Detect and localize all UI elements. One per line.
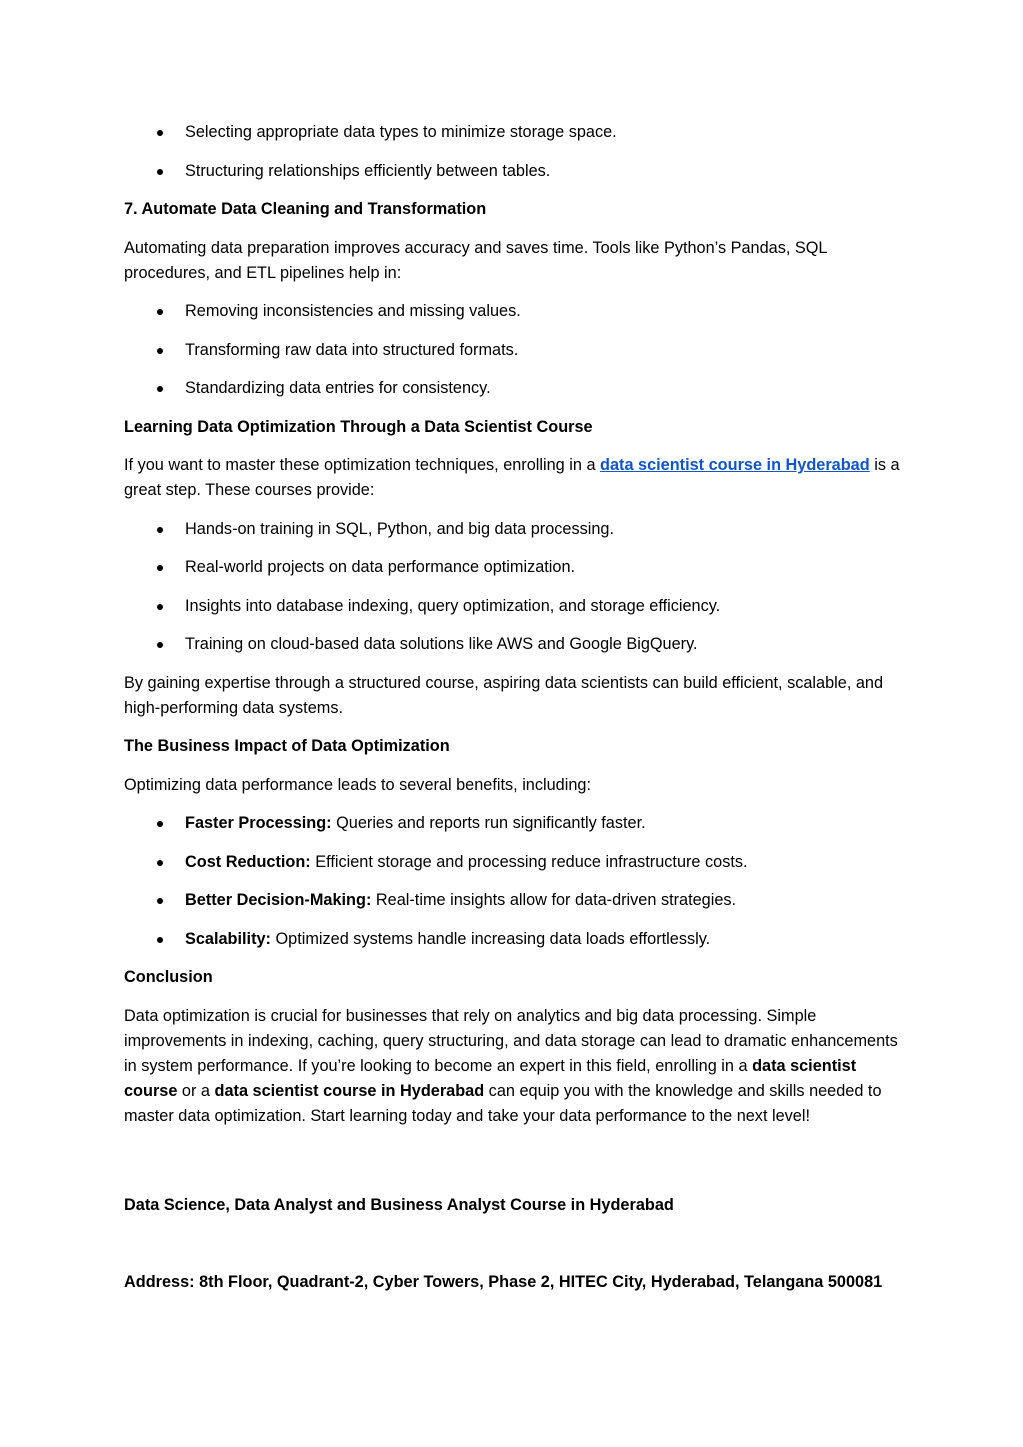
bullet-list-design — [124, 120, 904, 184]
spacer — [124, 363, 904, 377]
list-item: Training on cloud-based data solutions like AWS and Google BigQuery. — [124, 632, 904, 657]
list-item — [124, 888, 904, 913]
list-item: Transforming raw data into structured formats. — [124, 338, 904, 363]
conclusion-paragraph — [124, 1004, 904, 1129]
spacer — [124, 619, 904, 633]
spacer — [124, 836, 904, 850]
course-link[interactable]: data scientist course in Hyderabad — [600, 456, 870, 474]
footer-title: Data Science, Data Analyst and Business Analyst Course in Hyderabad — [124, 1195, 674, 1214]
bullet-list-course — [124, 517, 904, 658]
section-heading: Conclusion — [124, 968, 213, 986]
footer-address: Address: 8th Floor, Quadrant-2, Cyber Towers, Phase 2, HITEC City, Hyderabad, Telangana 500081 — [124, 1272, 883, 1291]
bullet-list-benefits — [124, 811, 904, 952]
benefit-text: Optimized systems handle increasing data loads effortlessly. — [270, 929, 711, 948]
section-heading: The Business Impact of Data Optimization — [124, 737, 450, 755]
benefit-term: Better Decision-Making: — [185, 891, 372, 909]
list-item: Hands-on training in SQL, Python, and big data processing. — [124, 517, 904, 542]
paragraph — [124, 453, 904, 503]
list-item: Selecting appropriate data types to minimize storage space. — [124, 120, 904, 145]
paragraph: Automating data preparation improves accuracy and saves time. Tools like Python’s Pandas, SQL procedures, and ETL pipelines help in: — [124, 238, 827, 282]
spacer — [124, 145, 904, 159]
spacer — [124, 324, 904, 338]
list-item: Real-world projects on data performance optimization. — [124, 555, 904, 580]
spacer — [124, 875, 904, 889]
benefit-term: Faster Processing: — [185, 814, 332, 832]
document-page — [124, 120, 904, 1295]
text: is a great step. These courses provide: — [124, 456, 900, 499]
list-item: Insights into database indexing, query optimization, and storage efficiency. — [124, 594, 904, 619]
text: Data optimization is crucial for businesses that rely on analytics and big data processing. Simple improvements in indexing, caching, query structuring, and data storage can lead to dramatic enhancements in system performance. If you’re looking to become an expert in this field, enrolling in a — [124, 1006, 898, 1075]
bullet-list-cleaning — [124, 299, 904, 401]
paragraph: By gaining expertise through a structured course, aspiring data scientists can build efficient, scalable, and high-performing data systems. — [124, 673, 884, 717]
list-item — [124, 811, 904, 836]
text: or a — [177, 1081, 215, 1100]
spacer — [124, 542, 904, 556]
text: can equip you with the knowledge and skills needed to master data optimization. Start learning today and take your data performance to the next level! — [124, 1081, 882, 1125]
spacer — [124, 580, 904, 594]
benefit-text: Efficient storage and processing reduce infrastructure costs. — [310, 852, 748, 871]
list-item — [124, 850, 904, 875]
list-item: Standardizing data entries for consistency. — [124, 376, 904, 401]
section-heading: 7. Automate Data Cleaning and Transformation — [124, 200, 487, 218]
benefit-term: Cost Reduction: — [185, 852, 311, 871]
list-item — [124, 927, 904, 952]
bold-text: data scientist course — [124, 1056, 857, 1100]
benefit-text: Real-time insights allow for data-driven strategies. — [371, 891, 737, 909]
text: If you want to master these optimization techniques, enrolling in a — [124, 456, 601, 474]
list-item: Removing inconsistencies and missing values. — [124, 299, 904, 324]
spacer — [124, 913, 904, 927]
bold-text: data scientist course in Hyderabad — [214, 1081, 485, 1100]
benefit-term: Scalability: — [185, 929, 271, 948]
section-heading: Learning Data Optimization Through a Data Scientist Course — [124, 417, 593, 436]
list-item: Structuring relationships efficiently between tables. — [124, 159, 904, 184]
paragraph: Optimizing data performance leads to several benefits, including: — [124, 775, 591, 794]
benefit-text: Queries and reports run significantly faster. — [331, 814, 646, 832]
